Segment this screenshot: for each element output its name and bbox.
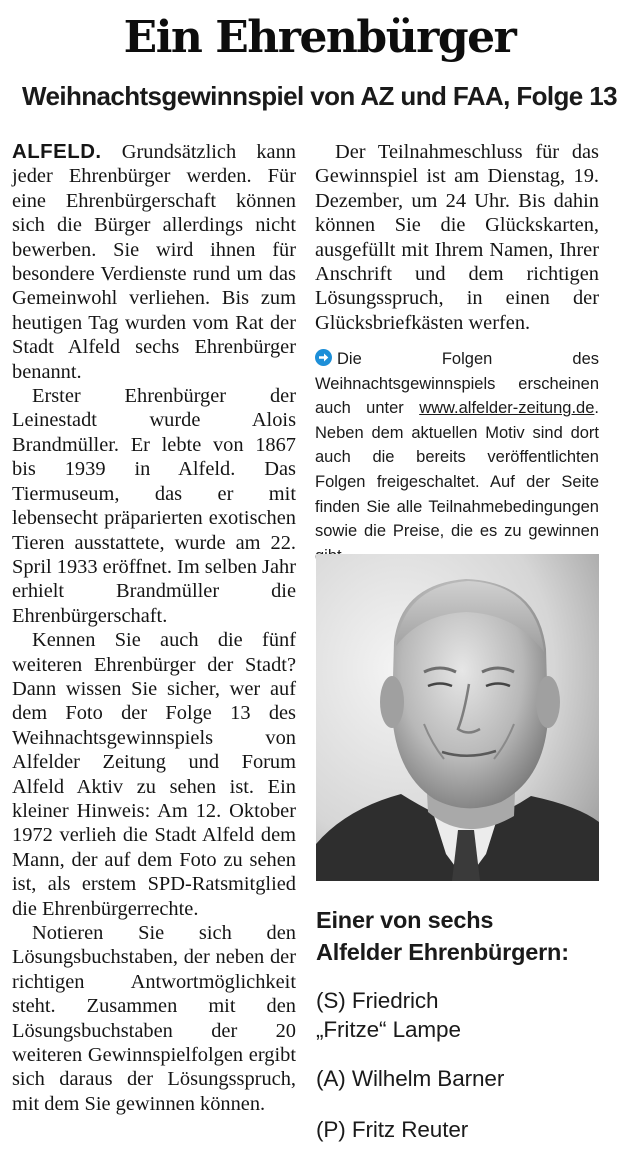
article-paragraph-2: Erster Ehrenbürger der Leinestadt wurde Alois Brandmüller. Er lebte von 1867 bis 1939 in Alfeld. Das Tiermuseum, das er mit lebensecht präparierten exotischen Tieren ausstattete, wurde am 22. Spril 1933 eröffnet. Im selben Jahr erhielt Brandmüller die Ehrenbürgerschaft.	[12, 385, 296, 627]
article-paragraph-3: Kennen Sie auch die fünf weiteren Ehrenbürger der Stadt? Dann wissen Sie sicher, wer auf dem Foto der Folge 13 des Weihnachtsgewinnspiels von Alfelder Zeitung und Forum Alfeld Aktiv zu sehen ist. Ein kleiner Hinweis: Am 12. Oktober 1972 verlieh die Stadt Alfeld dem Mann, der auf dem Foto zu sehen ist, als erstem SPD-Ratsmitglied die Ehrenbürgerrechte.	[12, 629, 296, 920]
headline: Ein Ehrenbürger	[123, 12, 516, 63]
website-link[interactable]: www.alfelder-zeitung.de	[419, 399, 595, 418]
quiz-title-line-2: Alfelder Ehrenbürgern:	[316, 939, 569, 965]
arrow-right-circle-icon	[315, 349, 332, 366]
portrait-photo	[316, 554, 599, 881]
answer-option-s-line-2: „Fritze“ Lampe	[316, 1017, 461, 1042]
dateline: ALFELD.	[12, 141, 102, 163]
article-paragraph-1	[12, 140, 296, 384]
info-text-after: . Neben dem aktuellen Motiv sind dort auch die bereits veröffentlichten Folgen freigeschaltet. Auf der Seite finden Sie alle Teilnahmebedingungen sowie die Preise, die es zu gewinnen	[315, 399, 599, 541]
article-paragraph-4: Notieren Sie sich den Lösungsbuchstaben, der neben der richtigen Antwortmöglichkeit steht. Zusammen mit den Lösungsbuchstaben der 20 weiteren Gewinnspielfolgen ergibt sich daraus der Lösungsspruch, mit dem Sie gewinnen können.	[12, 922, 296, 1115]
online-info	[315, 347, 599, 568]
paragraph-1-text: Grundsätzlich kann jeder Ehrenbürger werden. Für eine Ehrenbürgerschaft können sich die Bürger allerdings nicht bewerben. Sie wird ihnen für besondere Verdienste rund um das Gemeinwohl verliehen. Bis zum heutigen Tag wurden vom Rat der Stadt Alfeld sechs Ehrenbürger benannt.	[12, 141, 296, 383]
info-text-before: Die Folgen des Weihnachtsgewinnspiels erscheinen auch unter	[315, 350, 599, 418]
answer-option-s-line-1: (S) Friedrich	[316, 988, 439, 1013]
article-column-right	[315, 140, 599, 335]
article-paragraph-5: Der Teilnahmeschluss für das Gewinnspiel ist am Dienstag, 19. Dezember, um 24 Uhr. Bis dahin können Sie die Glückskarten, ausgefüllt mit Ihrem Namen, Ihrer Anschrift und dem richtigen Lösungsspruch, in einen der Glücksbriefkästen werfen.	[315, 141, 599, 334]
subheadline: Weihnachtsgewinnspiel von AZ und FAA, Folge 13	[21, 81, 618, 111]
answer-option-s	[316, 986, 626, 1044]
answer-option-a: (A) Wilhelm Barner	[316, 1066, 505, 1091]
quiz-title-line-1: Einer von sechs	[316, 907, 494, 933]
quiz-title	[316, 904, 626, 968]
article-column-left	[12, 140, 296, 1116]
answer-option-p: (P) Fritz Reuter	[316, 1117, 469, 1142]
